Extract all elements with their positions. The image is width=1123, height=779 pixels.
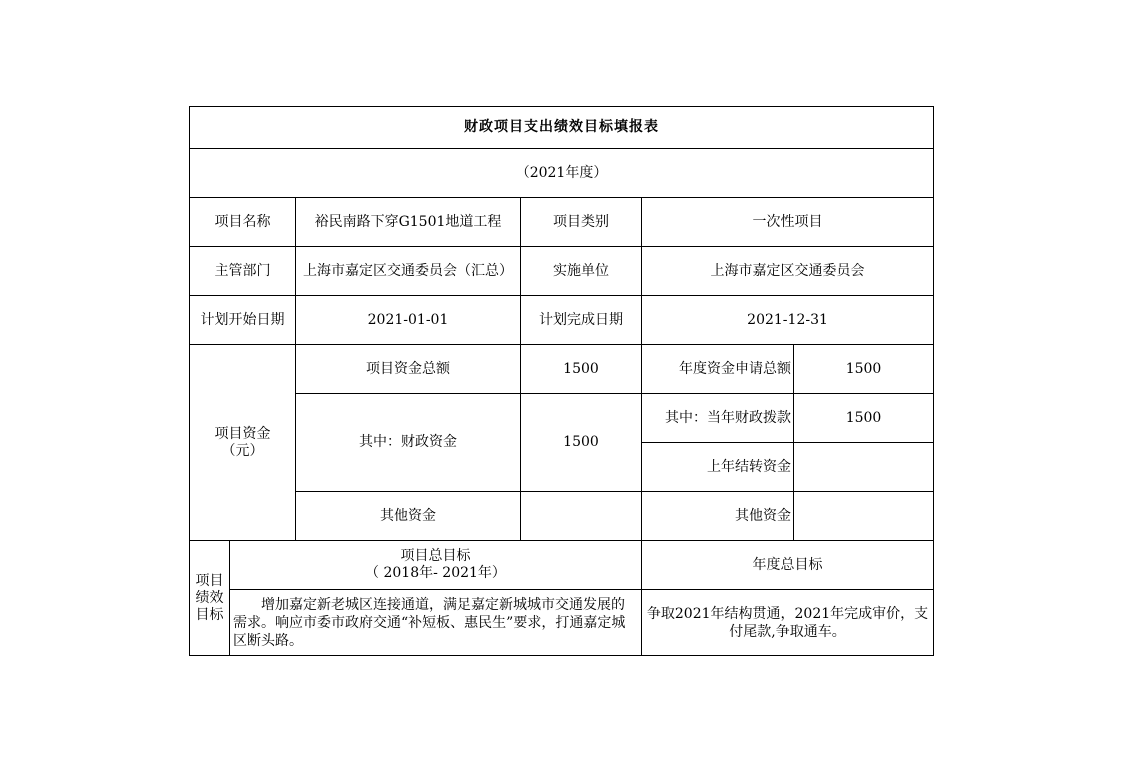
total-funds-value: 1500 xyxy=(521,345,642,394)
fiscal-funds-label: 其中：财政资金 xyxy=(296,394,521,492)
annual-goal-label: 年度总目标 xyxy=(642,541,934,590)
other-funds-value-right xyxy=(794,492,934,541)
impl-unit-label: 实施单位 xyxy=(521,247,642,296)
funds-label-line1: 项目资金 xyxy=(214,425,271,442)
perf-label-line3: 目标 xyxy=(195,606,224,623)
overall-goal-period: （ 2018年- 2021年） xyxy=(365,565,506,581)
overall-goal-header xyxy=(230,541,642,590)
impl-unit-value: 上海市嘉定区交通委员会 xyxy=(642,247,934,296)
total-funds-label: 项目资金总额 xyxy=(296,345,521,394)
dept-value: 上海市嘉定区交通委员会（汇总） xyxy=(296,247,521,296)
current-alloc-label: 其中：当年财政拨款 xyxy=(642,394,794,443)
current-alloc-value: 1500 xyxy=(794,394,934,443)
carryover-value xyxy=(794,443,934,492)
start-date-value: 2021-01-01 xyxy=(296,296,521,345)
end-date-label: 计划完成日期 xyxy=(521,296,642,345)
other-funds-label: 其他资金 xyxy=(296,492,521,541)
perf-target-label xyxy=(190,541,230,656)
dept-label: 主管部门 xyxy=(190,247,296,296)
start-date-label: 计划开始日期 xyxy=(190,296,296,345)
performance-target-form xyxy=(189,106,934,656)
annual-apply-value: 1500 xyxy=(794,345,934,394)
other-funds-value xyxy=(521,492,642,541)
funds-label xyxy=(190,345,296,541)
project-name-value: 裕民南路下穿G1501地道工程 xyxy=(296,198,521,247)
perf-label-line2: 绩效 xyxy=(195,589,224,606)
project-name-label: 项目名称 xyxy=(190,198,296,247)
overall-goal-text: 增加嘉定新老城区连接通道，满足嘉定新城城市交通发展的需求。响应市委市政府交通“补短板、惠民生”要求，打通嘉定城区断头路。 xyxy=(230,590,642,656)
project-type-value: 一次性项目 xyxy=(642,198,934,247)
project-type-label: 项目类别 xyxy=(521,198,642,247)
fiscal-funds-value: 1500 xyxy=(521,394,642,492)
form-year: （2021年度） xyxy=(190,149,934,198)
end-date-value: 2021-12-31 xyxy=(642,296,934,345)
other-funds-label-right: 其他资金 xyxy=(642,492,794,541)
annual-apply-label: 年度资金申请总额 xyxy=(642,345,794,394)
annual-goal-text: 争取2021年结构贯通，2021年完成审价，支付尾款,争取通车。 xyxy=(642,590,934,656)
funds-label-line2: （元） xyxy=(221,442,264,459)
overall-goal-label: 项目总目标 xyxy=(400,548,471,564)
perf-label-line1: 项目 xyxy=(195,572,224,589)
carryover-label: 上年结转资金 xyxy=(642,443,794,492)
form-title: 财政项目支出绩效目标填报表 xyxy=(190,107,934,149)
